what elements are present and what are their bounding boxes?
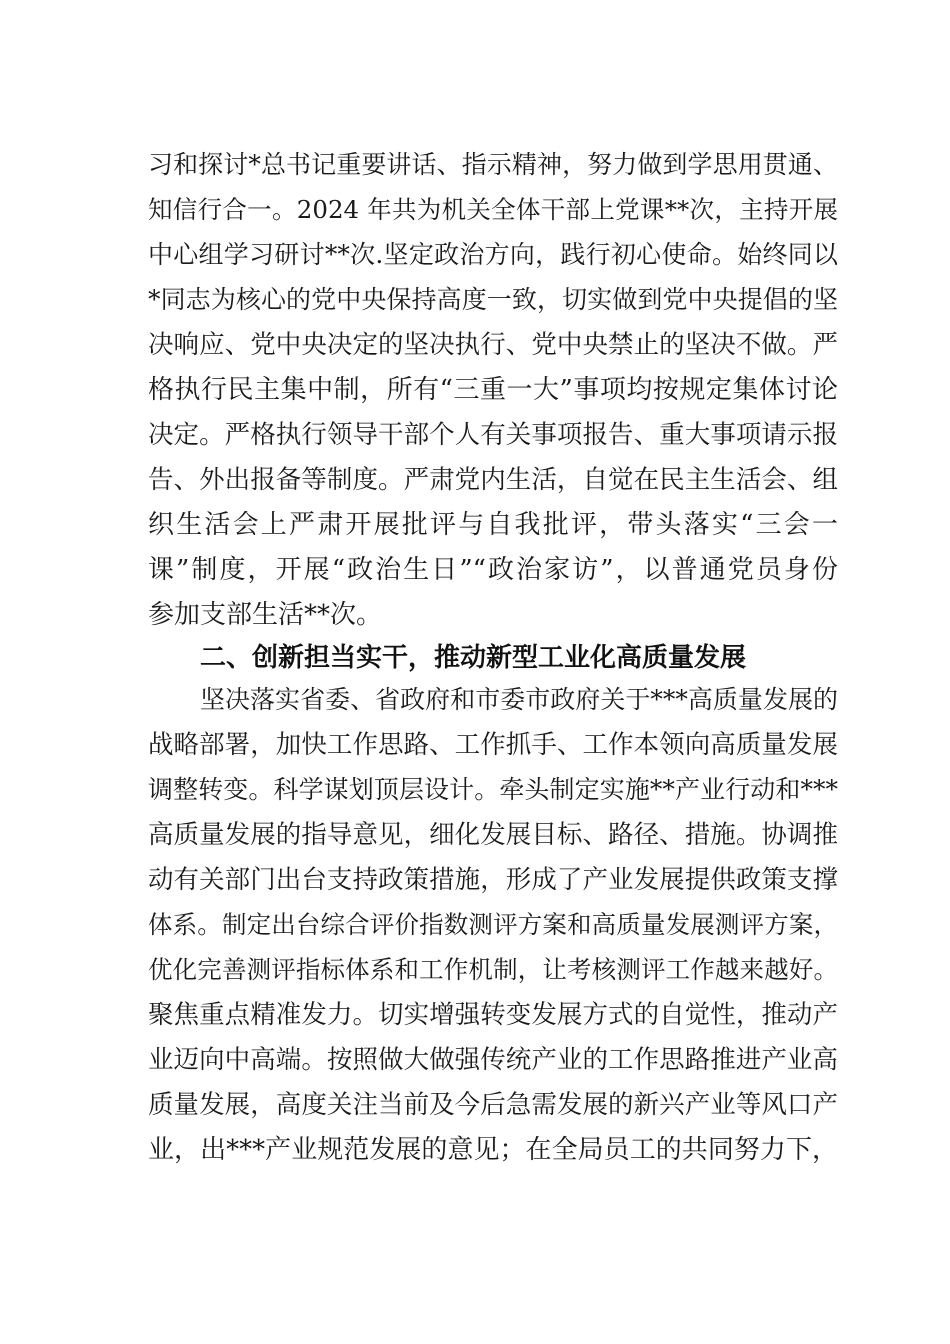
paragraph-line: 调整转变。科学谋划顶层设计。牵头制定实施**产业行动和*** <box>148 775 838 804</box>
paragraph-line: 决响应、党中央决定的坚决执行、党中央禁止的坚决不做。严 <box>148 330 838 360</box>
paragraph-line: 课”制度，开展“政治生日”“政治家访”，以普通党员身份 <box>148 555 838 585</box>
paragraph-line: 优化完善测评指标体系和工作机制，让考核测评工作越来越好。 <box>148 955 838 984</box>
paragraph-line: 高质量发展的指导意见，细化发展目标、路径、措施。协调推 <box>148 820 838 850</box>
paragraph-line: 知信行合一。2024 年共为机关全体干部上党课**次，主持开展 <box>148 195 838 224</box>
section-heading: 二、创新担当实干，推动新型工业化高质量发展 <box>200 643 747 673</box>
paragraph-line: 战略部署，加快工作思路、工作抓手、工作本领向高质量发展 <box>148 730 838 760</box>
paragraph-line: 中心组学习研讨**次.坚定政治方向，践行初心使命。始终同以 <box>148 240 838 269</box>
paragraph-line: 坚决落实省委、省政府和市委市政府关于***高质量发展的 <box>200 685 838 714</box>
paragraph-line: 决定。严格执行领导干部个人有关事项报告、重大事项请示报 <box>148 420 838 450</box>
paragraph-line: 质量发展，高度关注当前及今后急需发展的新兴产业等风口产 <box>148 1090 838 1120</box>
paragraph-line: 参加支部生活**次。 <box>148 600 383 630</box>
paragraph-line: 聚焦重点精准发力。切实增强转变发展方式的自觉性，推动产 <box>148 1000 838 1030</box>
paragraph-line: 习和探讨*总书记重要讲话、指示精神，努力做到学思用贯通、 <box>148 150 838 179</box>
paragraph-line: *同志为核心的党中央保持高度一致，切实做到党中央提倡的坚 <box>148 285 838 314</box>
paragraph-line: 体系。制定出台综合评价指数测评方案和高质量发展测评方案， <box>148 910 838 939</box>
paragraph-line: 业，出***产业规范发展的意见；在全局员工的共同努力下， <box>148 1135 838 1165</box>
paragraph-line: 业迈向中高端。按照做大做强传统产业的工作思路推进产业高 <box>148 1045 838 1075</box>
paragraph-line: 告、外出报备等制度。严肃党内生活，自觉在民主生活会、组 <box>148 465 838 495</box>
paragraph-line: 织生活会上严肃开展批评与自我批评，带头落实“三会一 <box>148 510 838 540</box>
paragraph-line: 格执行民主集中制，所有“三重一大”事项均按规定集体讨论 <box>148 375 838 405</box>
paragraph-line: 动有关部门出台支持政策措施，形成了产业发展提供政策支撑 <box>148 865 838 895</box>
